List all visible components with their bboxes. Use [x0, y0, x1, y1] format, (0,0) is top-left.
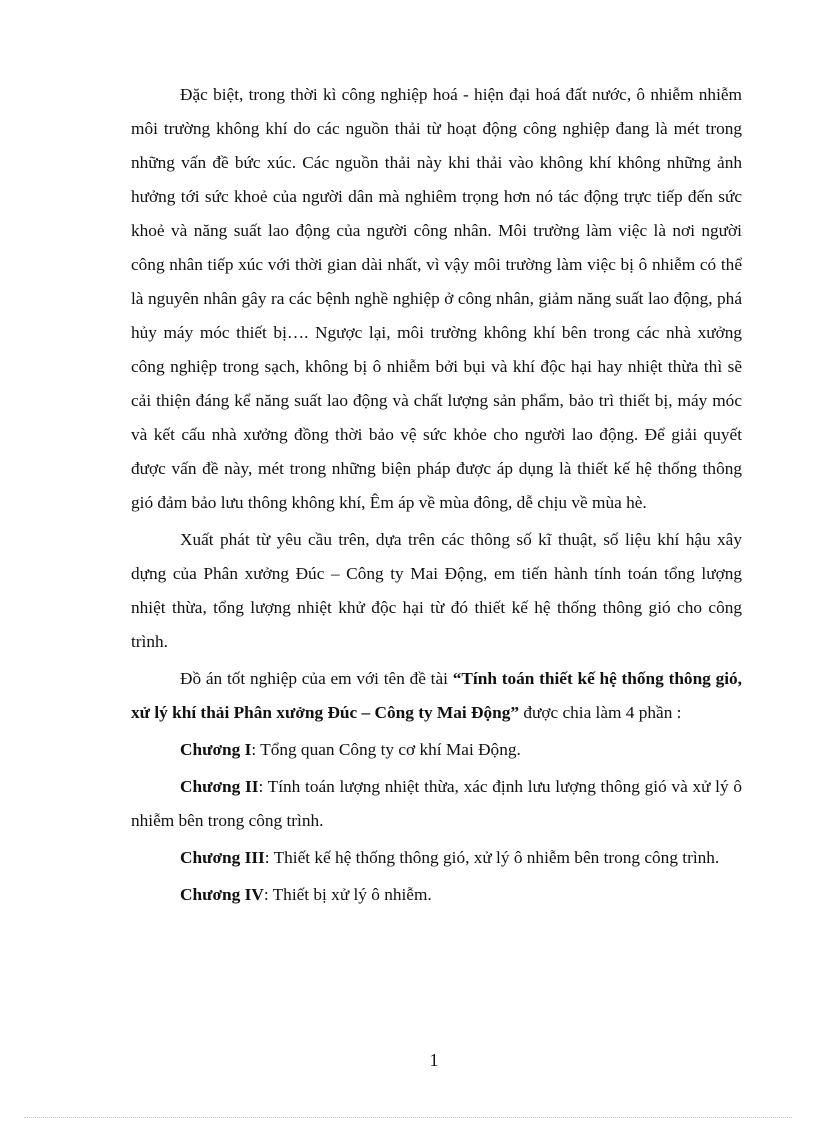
chapter-3-text: : Thiết kế hệ thống thông gió, xử lý ô nhiễm bên trong công trình.	[264, 848, 720, 867]
chapter-1-label: Chương I	[180, 740, 252, 759]
chapter-4-item	[131, 878, 742, 912]
thesis-lead-text: Đồ án tốt nghiệp của em với tên đề tài	[180, 669, 453, 688]
chapter-1-item	[131, 733, 742, 767]
document-body	[131, 78, 742, 912]
page-number: 1	[429, 1050, 439, 1070]
thesis-title: “Tính toán thiết kế hệ thống thông gió, xử lý khí thải Phân xưởng Đúc – Công ty Mai Động”	[131, 669, 742, 722]
page-bottom-divider	[24, 1117, 792, 1118]
thesis-tail-text: được chia làm 4 phần :	[519, 703, 682, 722]
chapter-3-label: Chương III	[180, 848, 265, 867]
chapter-2-item	[131, 770, 742, 838]
chapter-3-item	[131, 841, 742, 875]
paragraph-intro: Đặc biệt, trong thời kì công nghiệp hoá - hiện đại hoá đất nước, ô nhiễm nhiễm môi trường không khí do các nguồn thải từ hoạt động công nghiệp đang là mét trong những vấn đề bức xúc. Các nguồn thải này khi thải vào không khí không những ảnh hưởng tới sức khoẻ của người dân mà nghiêm trọng hơn nó tác động trực tiếp đến sức khoẻ và năng suất lao động của người công nhân. Môi trường làm việc là nơi người công nhân tiếp xúc với thời gian dài nhất, vì vậy môi trường làm việc bị ô nhiễm có thể là nguyên nhân gây ra các bệnh nghề nghiệp ở công nhân, giảm năng suất lao động, phá hủy máy móc thiết bị…. Ngược lại, môi trường không khí bên trong các nhà xưởng công nghiệp trong sạch, không bị ô nhiễm bởi bụi và khí độc hại hay nhiệt thừa thì sẽ cải thiện đáng kể năng suất lao động và chất lượng sản phẩm, bảo trì thiết bị, máy móc và kết cấu nhà xưởng đồng thời bảo vệ sức khỏe cho người lao động. Để giải quyết được vấn đề này, mét trong những biện pháp được áp dụng là thiết kế hệ thống thông gió đảm bảo lưu thông không khí, Êm áp về mùa đông, dễ chịu về mùa hè.	[131, 85, 742, 512]
chapter-2-text: : Tính toán lượng nhiệt thừa, xác định lưu lượng thông gió và xử lý ô nhiễm bên trong công trình.	[131, 777, 742, 830]
chapter-1-text: : Tổng quan Công ty cơ khí Mai Động.	[251, 740, 521, 759]
chapter-4-label: Chương IV	[180, 885, 264, 904]
paragraph-approach: Xuất phát từ yêu cầu trên, dựa trên các thông số kĩ thuật, số liệu khí hậu xây dựng của Phân xưởng Đúc – Công ty Mai Động, em tiến hành tính toán tổng lượng nhiệt thừa, tổng lượng nhiệt khử độc hại từ đó thiết kế hệ thống thông gió cho công trình.	[131, 530, 742, 651]
chapter-4-text: : Thiết bị xử lý ô nhiễm.	[263, 885, 432, 904]
paragraph-thesis	[131, 662, 742, 730]
chapter-2-label: Chương II	[180, 777, 259, 796]
